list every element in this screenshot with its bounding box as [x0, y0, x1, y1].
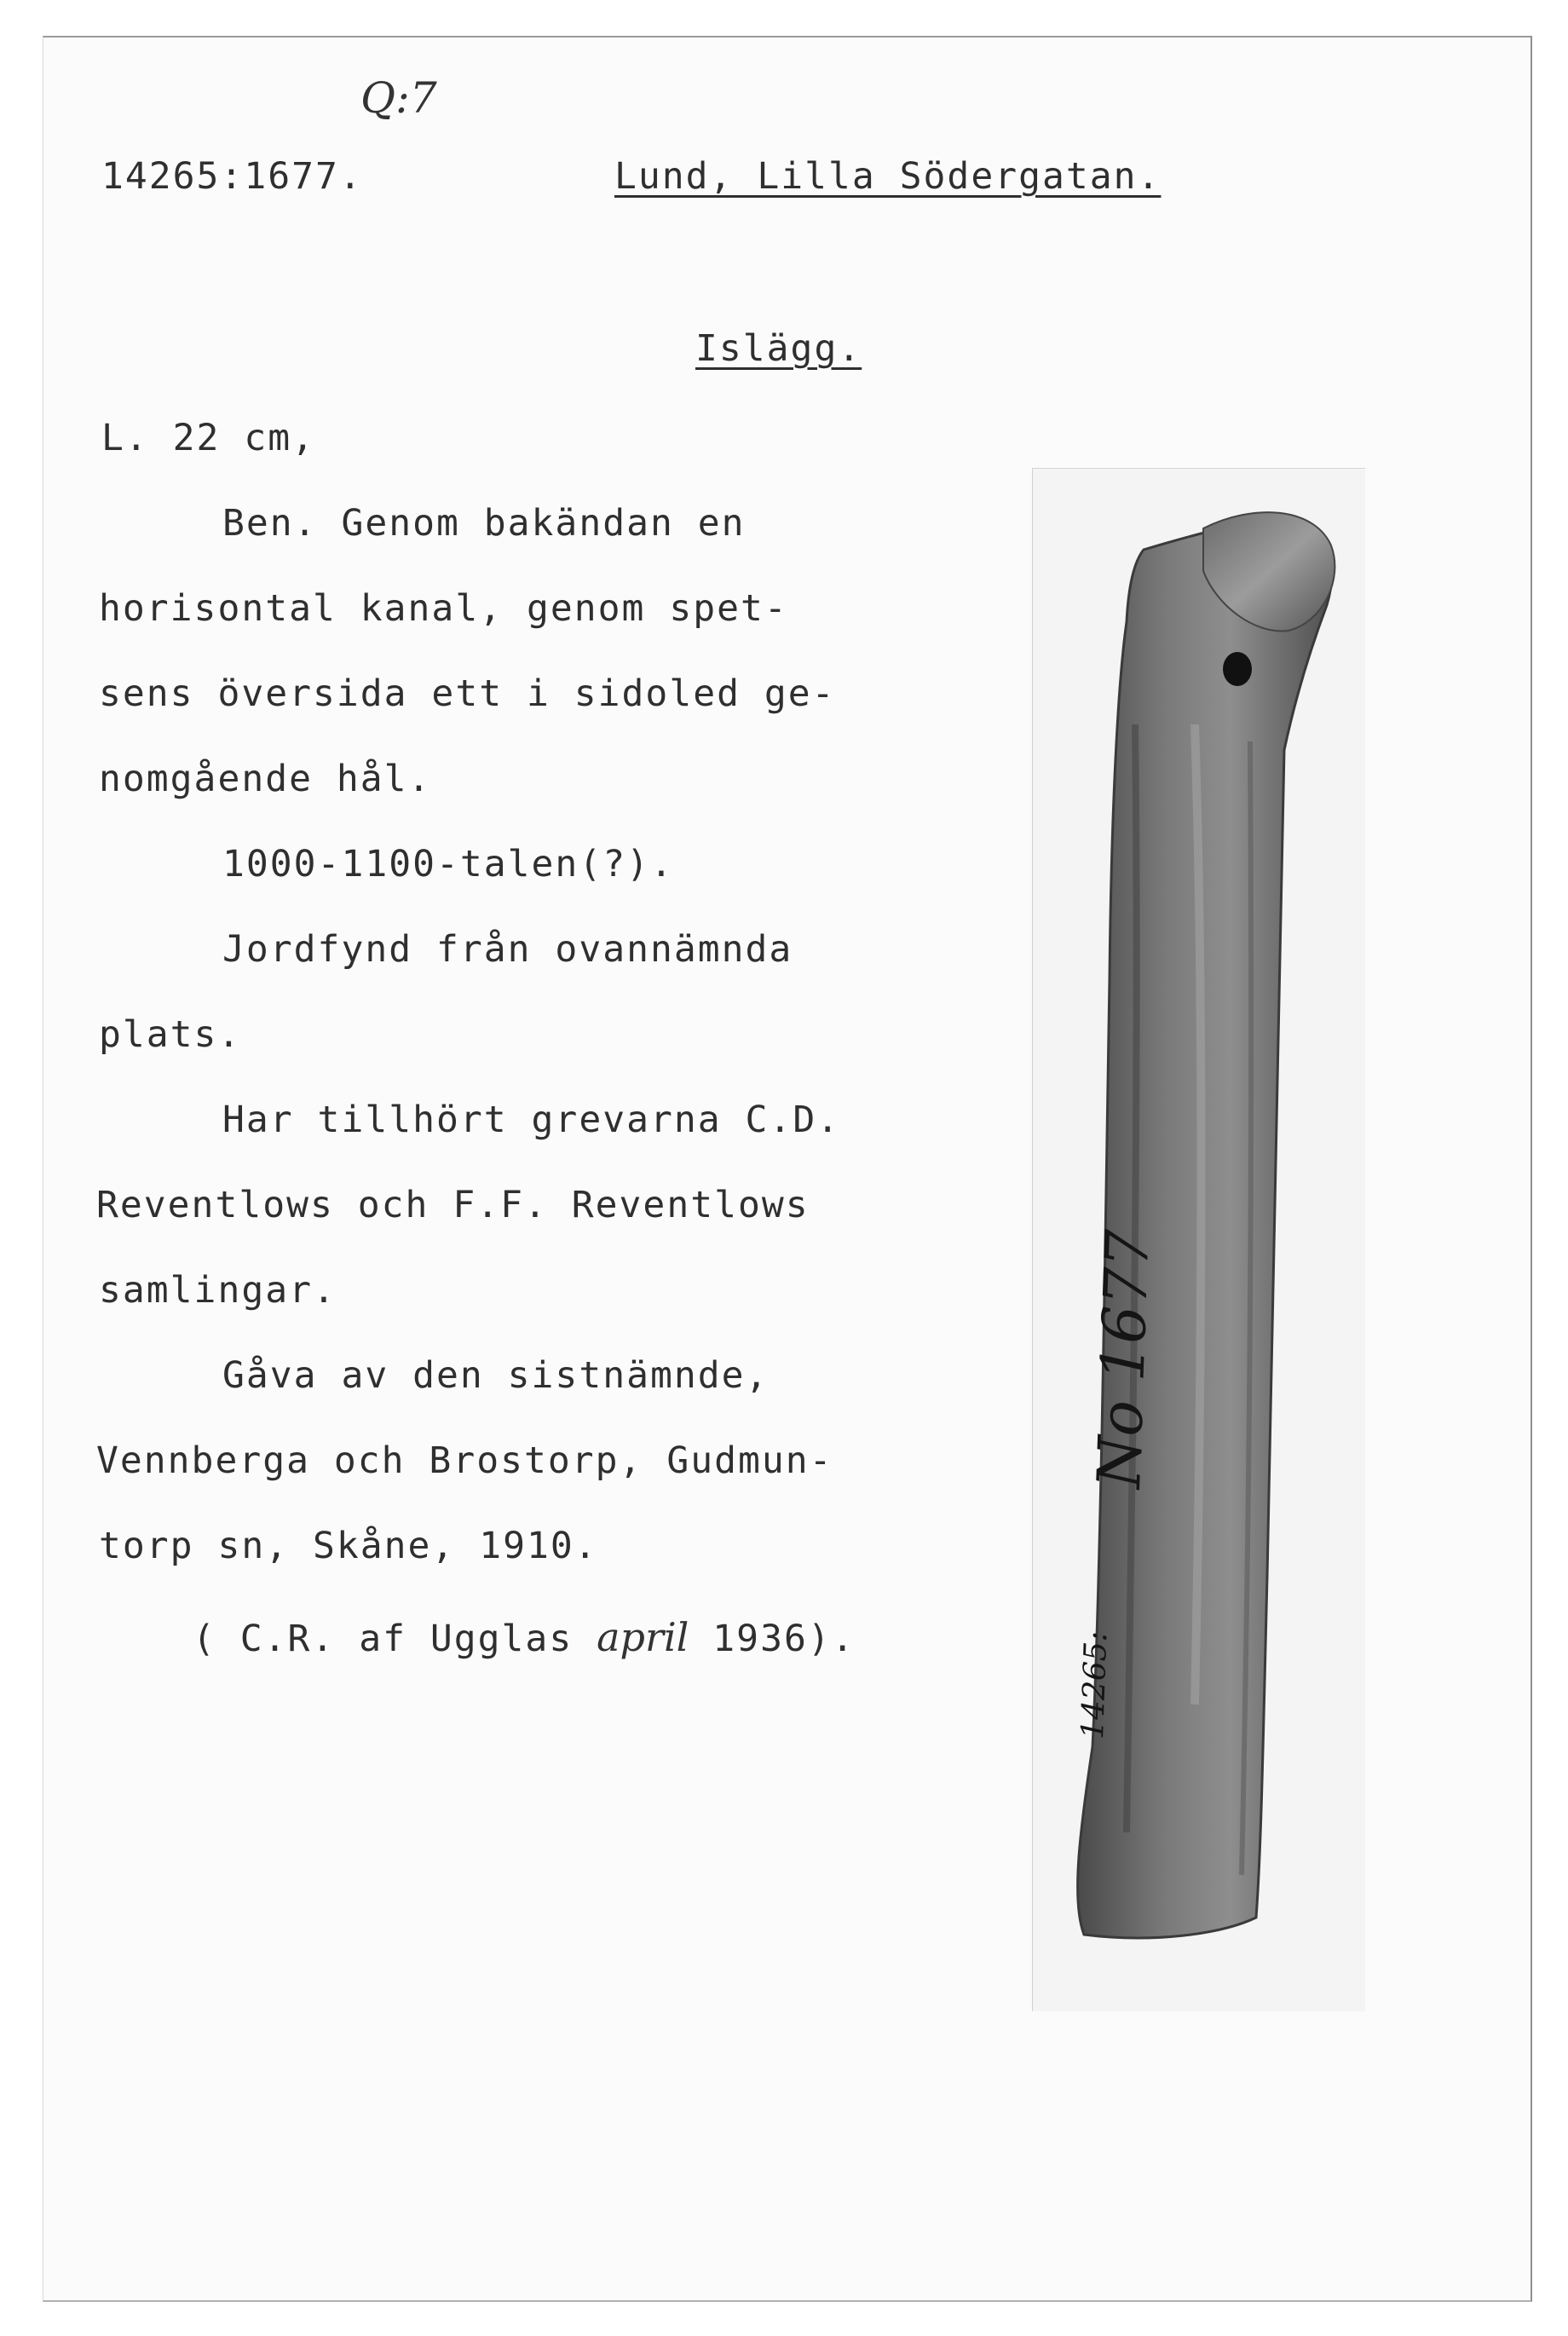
- gift-line: Gåva av den sistnämnde,: [222, 1354, 770, 1397]
- signature-close: 1936).: [712, 1618, 856, 1660]
- description-line: nomgående hål.: [99, 758, 432, 800]
- provenance-line: samlingar.: [99, 1269, 337, 1312]
- object-photo: [1032, 468, 1365, 2011]
- find-line: Jordfynd från ovannämnda: [222, 928, 793, 971]
- description-line: horisontal kanal, genom spet-: [99, 587, 788, 630]
- handwritten-mark: Q:7: [360, 73, 437, 123]
- dating-line: 1000-1100-talen(?).: [222, 843, 674, 885]
- bone-skate-illustration: [1033, 469, 1365, 2011]
- bone-inscription-catalog: 14265:: [1075, 1630, 1115, 1740]
- provenance-line: Reventlows och F.F. Reventlows: [96, 1184, 810, 1226]
- gift-line: Vennberga och Brostorp, Gudmun-: [96, 1439, 833, 1482]
- bone-hole: [1223, 652, 1252, 686]
- gift-line: torp sn, Skåne, 1910.: [99, 1525, 598, 1567]
- find-line: plats.: [99, 1013, 242, 1056]
- catalog-card: [43, 36, 1532, 2302]
- signature-line: [193, 1614, 856, 1660]
- provenance-line: Har tillhört grevarna C.D.: [222, 1099, 841, 1141]
- object-title: Islägg.: [695, 327, 862, 370]
- location-heading: Lund, Lilla Södergatan.: [614, 155, 1162, 198]
- bone-inscription-number: No 1677: [1084, 1228, 1163, 1490]
- signature-month: april: [597, 1614, 689, 1660]
- catalog-number: 14265:1677.: [101, 155, 363, 198]
- signature-open: ( C.R. af Ugglas: [193, 1618, 574, 1660]
- length-line: L. 22 cm,: [101, 417, 315, 459]
- description-line: sens översida ett i sidoled ge-: [99, 672, 836, 715]
- description-line: Ben. Genom bakändan en: [222, 502, 746, 545]
